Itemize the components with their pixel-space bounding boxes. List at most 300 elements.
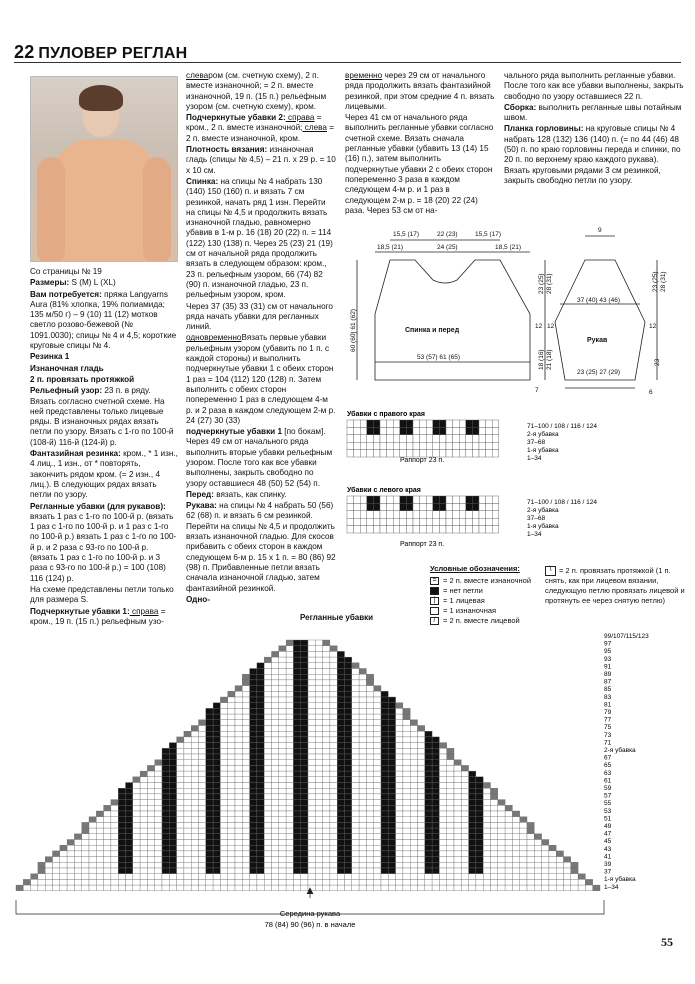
raglan-cell <box>432 811 439 817</box>
raglan-cell <box>242 674 249 680</box>
raglan-cell <box>410 822 417 828</box>
raglan-cell <box>293 817 300 823</box>
raglan-cell <box>272 720 279 726</box>
raglan-cell <box>410 817 417 823</box>
sleeve-width: 37 (40) 43 (46) <box>577 297 620 304</box>
raglan-cell <box>184 885 191 891</box>
raglan-cell <box>315 868 322 874</box>
raglan-cell <box>199 822 206 828</box>
raglan-cell <box>206 794 213 800</box>
raglan-cell <box>345 874 352 880</box>
raglan-cell <box>191 857 198 863</box>
chart-cell <box>420 526 427 533</box>
raglan-cell <box>359 788 366 794</box>
raglan-cell <box>264 669 271 675</box>
raglan-cell <box>235 720 242 726</box>
raglan-cell <box>257 669 264 675</box>
raglan-cell <box>476 828 483 834</box>
raglan-cell <box>388 851 395 857</box>
raglan-cell <box>315 800 322 806</box>
raglan-cell <box>147 851 154 857</box>
raglan-cell <box>388 811 395 817</box>
raglan-cell <box>447 868 454 874</box>
sleeve-outline <box>555 260 645 380</box>
raglan-cell <box>140 777 147 783</box>
raglan-cell <box>352 748 359 754</box>
raglan-cell <box>293 703 300 709</box>
raglan-cell <box>410 720 417 726</box>
raglan-cell <box>286 657 293 663</box>
raglan-cell <box>498 874 505 880</box>
raglan-cell <box>250 714 257 720</box>
raglan-cell <box>564 885 571 891</box>
chart-cell <box>426 503 433 510</box>
raglan-cell <box>469 874 476 880</box>
raglan-cell <box>323 822 330 828</box>
chart-cell <box>439 420 446 427</box>
sleeve-dim-4: 23 <box>654 358 661 366</box>
raglan-cell <box>162 874 169 880</box>
raglan-cell <box>469 794 476 800</box>
raglan-cell <box>264 885 271 891</box>
raglan-cell <box>418 788 425 794</box>
raglan-cell <box>213 720 220 726</box>
raglan-cell <box>388 777 395 783</box>
raglan-cell <box>549 845 556 851</box>
raglan-cell <box>235 862 242 868</box>
raglan-cell <box>330 851 337 857</box>
raglan-cell <box>264 840 271 846</box>
raglan-cell <box>155 857 162 863</box>
raglan-cell <box>242 811 249 817</box>
chart-cell <box>347 450 354 457</box>
raglan-cell <box>250 805 257 811</box>
raglan-cell <box>147 879 154 885</box>
chart-cell <box>466 427 473 434</box>
raglan-cell <box>191 840 198 846</box>
raglan-cell <box>418 731 425 737</box>
raglan-cell <box>60 851 67 857</box>
raglan-cell <box>162 760 169 766</box>
raglan-cell <box>308 726 315 732</box>
raglan-cell <box>191 834 198 840</box>
raglan-cell <box>337 845 344 851</box>
raglan-cell <box>323 691 330 697</box>
raglan-cell <box>250 674 257 680</box>
chart-cell <box>387 511 394 518</box>
raglan-cell <box>279 680 286 686</box>
raglan-cell <box>323 703 330 709</box>
raglan-cell <box>191 879 198 885</box>
raglan-cell <box>359 817 366 823</box>
raglan-cell <box>454 834 461 840</box>
raglan-cell <box>272 794 279 800</box>
raglan-cell <box>352 783 359 789</box>
raglan-cell <box>403 714 410 720</box>
raglan-cell <box>301 743 308 749</box>
chart-cell <box>486 442 493 449</box>
raglan-cell <box>330 845 337 851</box>
raglan-cell <box>111 862 118 868</box>
dim-top-1: 15,5 (17) <box>393 231 420 238</box>
raglan-cell <box>359 777 366 783</box>
raglan-cell <box>330 720 337 726</box>
raglan-cell <box>330 885 337 891</box>
raglan-cell <box>147 788 154 794</box>
raglan-cell <box>483 845 490 851</box>
raglan-cell <box>169 851 176 857</box>
raglan-cell <box>345 771 352 777</box>
chart-cell <box>393 442 400 449</box>
raglan-cell <box>162 862 169 868</box>
raglan-cell <box>89 845 96 851</box>
raglan-cell <box>425 777 432 783</box>
raglan-cell <box>308 708 315 714</box>
raglan-cell <box>250 834 257 840</box>
chart-cell <box>486 518 493 525</box>
raglan-cell <box>476 885 483 891</box>
raglan-cell <box>286 731 293 737</box>
raglan-cell <box>308 686 315 692</box>
raglan-cell <box>279 703 286 709</box>
chart-cell <box>453 427 460 434</box>
raglan-cell <box>133 811 140 817</box>
raglan-cell <box>250 771 257 777</box>
raglan-cell <box>53 862 60 868</box>
chart-cell <box>380 518 387 525</box>
raglan-cell <box>220 828 227 834</box>
raglan-cell <box>461 857 468 863</box>
raglan-cell <box>352 879 359 885</box>
chart-cell <box>413 526 420 533</box>
chart-cell <box>413 442 420 449</box>
left-chart-grid <box>347 496 499 533</box>
raglan-cell <box>286 851 293 857</box>
raglan-cell <box>330 765 337 771</box>
raglan-cell <box>220 703 227 709</box>
chart-cell <box>406 526 413 533</box>
raglan-cell <box>235 731 242 737</box>
raglan-cell <box>45 885 52 891</box>
chart-cell <box>433 435 440 442</box>
raglan-cell <box>337 834 344 840</box>
raglan-cell <box>228 697 235 703</box>
raglan-cell <box>199 754 206 760</box>
raglan-cell <box>96 862 103 868</box>
raglan-cell <box>286 646 293 652</box>
raglan-cell <box>162 885 169 891</box>
raglan-cell <box>396 805 403 811</box>
raglan-cell <box>498 817 505 823</box>
raglan-cell <box>169 794 176 800</box>
chart-cell <box>492 442 499 449</box>
raglan-cell <box>571 885 578 891</box>
paragraph: одновременноВязать первые убавки рельефным узором (убавить по 1 п. с каждой стороны) и выполнить подчеркнутые убавки 1 с обеих сторон 1 раз = 104 (112) 120 (128) п. Затем выполнить с обеих сторон попеременно 1 раз в следующем 4-м р. и 2 раза в каждом следующем 2-м р. 24 (27) 30 (33) <box>186 333 336 425</box>
right-dim-1: 23 (25) <box>538 273 545 294</box>
raglan-cell <box>520 868 527 874</box>
raglan-cell <box>403 868 410 874</box>
raglan-cell <box>199 857 206 863</box>
raglan-cell <box>286 868 293 874</box>
raglan-cell <box>396 845 403 851</box>
raglan-cell <box>140 805 147 811</box>
paragraph: Регланные убавки (для рукавов): вязать 1 раз с 1-го по 100-й р. (вязать 1 раз с 1-го по 100-й р. и 1 раз с 1-го по 100-й р.) вязать 1 раз с 1-го по 100-й р. и 2 раза с 93-го по 100-й р. (вязать 1 раз с 1-го по 100-й р. и 3 раза с 93-го по 100-й р.) = 100 (108) 116 (124) р. <box>30 501 177 583</box>
raglan-cell <box>140 828 147 834</box>
raglan-cell <box>366 748 373 754</box>
raglan-cell <box>323 674 330 680</box>
raglan-cell <box>286 669 293 675</box>
raglan-cell <box>439 800 446 806</box>
raglan-cell <box>491 868 498 874</box>
raglan-cell <box>359 765 366 771</box>
chart-cell <box>360 518 367 525</box>
chart-cell <box>400 435 407 442</box>
raglan-cell <box>527 851 534 857</box>
raglan-cell <box>272 845 279 851</box>
raglan-cell <box>45 862 52 868</box>
raglan-cell <box>359 885 366 891</box>
raglan-cell <box>337 680 344 686</box>
raglan-chart <box>12 626 695 942</box>
raglan-cell <box>447 771 454 777</box>
raglan-cell <box>104 868 111 874</box>
raglan-cell <box>220 743 227 749</box>
chart-cell <box>393 435 400 442</box>
raglan-cell <box>454 840 461 846</box>
raglan-cell <box>330 879 337 885</box>
raglan-cell <box>571 862 578 868</box>
raglan-cell <box>257 840 264 846</box>
raglan-cell <box>403 811 410 817</box>
raglan-cell <box>337 777 344 783</box>
raglan-cell <box>345 811 352 817</box>
raglan-cell <box>308 646 315 652</box>
raglan-cell <box>155 783 162 789</box>
raglan-cell <box>534 874 541 880</box>
raglan-cell <box>461 885 468 891</box>
chart-cell <box>360 496 367 503</box>
raglan-cell <box>315 845 322 851</box>
raglan-cell <box>118 874 125 880</box>
raglan-cell <box>388 788 395 794</box>
raglan-cell <box>403 783 410 789</box>
raglan-cell <box>206 743 213 749</box>
raglan-cell <box>352 800 359 806</box>
raglan-cell <box>447 857 454 863</box>
raglan-cell <box>257 868 264 874</box>
raglan-cell <box>293 669 300 675</box>
raglan-cell <box>432 737 439 743</box>
raglan-cell <box>491 851 498 857</box>
chart-cell <box>347 526 354 533</box>
raglan-cell <box>53 874 60 880</box>
raglan-cell <box>454 811 461 817</box>
row-label: 91 <box>604 663 612 671</box>
raglan-cell <box>330 669 337 675</box>
raglan-cell <box>308 868 315 874</box>
raglan-cell <box>308 771 315 777</box>
raglan-cell <box>527 834 534 840</box>
raglan-cell <box>483 834 490 840</box>
raglan-cell <box>476 874 483 880</box>
raglan-cell <box>257 845 264 851</box>
raglan-cell <box>323 817 330 823</box>
raglan-cell <box>162 748 169 754</box>
raglan-cell <box>228 805 235 811</box>
raglan-cell <box>162 788 169 794</box>
raglan-cell <box>564 857 571 863</box>
chart-cell <box>486 420 493 427</box>
raglan-cell <box>308 845 315 851</box>
raglan-cell <box>169 879 176 885</box>
raglan-cell <box>432 748 439 754</box>
raglan-cell <box>286 885 293 891</box>
raglan-cell <box>279 794 286 800</box>
raglan-cell <box>498 851 505 857</box>
raglan-cell <box>352 862 359 868</box>
raglan-cell <box>542 845 549 851</box>
raglan-cell <box>126 800 133 806</box>
raglan-cell <box>184 840 191 846</box>
chart-cell <box>439 511 446 518</box>
raglan-cell <box>126 805 133 811</box>
raglan-cell <box>301 788 308 794</box>
raglan-cell <box>118 828 125 834</box>
raglan-cell <box>483 874 490 880</box>
chart-cell <box>453 450 460 457</box>
raglan-cell <box>206 760 213 766</box>
raglan-cell <box>403 862 410 868</box>
raglan-cell <box>403 834 410 840</box>
right-row-3: 37–68 <box>527 439 546 446</box>
raglan-cell <box>439 771 446 777</box>
raglan-cell <box>505 817 512 823</box>
raglan-cell <box>432 845 439 851</box>
chart-cell <box>406 518 413 525</box>
raglan-cell <box>352 737 359 743</box>
raglan-cell <box>308 663 315 669</box>
raglan-cell <box>177 840 184 846</box>
raglan-cell <box>206 851 213 857</box>
raglan-cell <box>213 748 220 754</box>
raglan-cell <box>476 862 483 868</box>
raglan-cell <box>388 737 395 743</box>
raglan-cell <box>293 674 300 680</box>
raglan-cell <box>396 822 403 828</box>
raglan-cell <box>89 868 96 874</box>
raglan-cell <box>155 828 162 834</box>
raglan-cell <box>250 748 257 754</box>
raglan-cell <box>279 726 286 732</box>
raglan-cell <box>257 874 264 880</box>
raglan-cell <box>140 874 147 880</box>
raglan-cell <box>381 845 388 851</box>
raglan-cell <box>549 879 556 885</box>
raglan-cell <box>199 765 206 771</box>
paragraph: Размеры: S (M) L (XL) <box>30 278 116 288</box>
raglan-cell <box>323 651 330 657</box>
raglan-cell <box>345 777 352 783</box>
raglan-cell <box>242 726 249 732</box>
raglan-cell <box>147 874 154 880</box>
raglan-cell <box>228 737 235 743</box>
raglan-cell <box>147 811 154 817</box>
raglan-cell <box>286 828 293 834</box>
raglan-cell <box>454 777 461 783</box>
dim-top-6: 18,5 (21) <box>495 244 522 251</box>
raglan-cell <box>476 868 483 874</box>
raglan-cell <box>228 879 235 885</box>
raglan-cell <box>418 828 425 834</box>
raglan-cell <box>432 851 439 857</box>
raglan-cell <box>352 822 359 828</box>
raglan-cell <box>301 669 308 675</box>
raglan-cell <box>272 726 279 732</box>
raglan-cell <box>403 828 410 834</box>
chart-cell <box>479 420 486 427</box>
raglan-cell <box>505 811 512 817</box>
raglan-cell <box>396 851 403 857</box>
raglan-cell <box>140 885 147 891</box>
raglan-cell <box>418 765 425 771</box>
raglan-cell <box>184 754 191 760</box>
raglan-cell <box>279 691 286 697</box>
raglan-cell <box>104 845 111 851</box>
raglan-cell <box>177 834 184 840</box>
raglan-cell <box>454 868 461 874</box>
raglan-cell <box>381 708 388 714</box>
chart-cell <box>420 503 427 510</box>
raglan-cell <box>381 783 388 789</box>
dim-top-4: 18,5 (21) <box>377 244 404 251</box>
raglan-cell <box>286 674 293 680</box>
chart-cell <box>413 503 420 510</box>
chart-cell <box>387 442 394 449</box>
raglan-cell <box>293 805 300 811</box>
raglan-cell <box>396 714 403 720</box>
chart-cell <box>347 420 354 427</box>
raglan-cell <box>352 874 359 880</box>
raglan-cell <box>272 680 279 686</box>
raglan-cell <box>366 879 373 885</box>
raglan-cell <box>330 822 337 828</box>
raglan-cell <box>177 817 184 823</box>
raglan-cell <box>315 794 322 800</box>
sleeve-dim-1: 23 (25) <box>652 271 659 292</box>
raglan-cell <box>133 805 140 811</box>
raglan-cell <box>213 783 220 789</box>
raglan-cell <box>257 788 264 794</box>
raglan-cell <box>191 777 198 783</box>
raglan-cell <box>147 777 154 783</box>
raglan-cell <box>352 691 359 697</box>
raglan-cell <box>359 868 366 874</box>
raglan-cell <box>381 754 388 760</box>
raglan-cell <box>337 726 344 732</box>
raglan-cell <box>155 874 162 880</box>
raglan-cell <box>323 777 330 783</box>
raglan-cell <box>293 800 300 806</box>
chart-cell <box>367 435 374 442</box>
raglan-cell <box>491 840 498 846</box>
raglan-cell <box>315 805 322 811</box>
raglan-cell <box>345 817 352 823</box>
right-dim-3: 12 <box>535 323 543 330</box>
raglan-cell <box>286 834 293 840</box>
raglan-cell <box>74 868 81 874</box>
legend-item-purl: = 1 изнаночная <box>430 606 531 616</box>
raglan-cell <box>352 703 359 709</box>
